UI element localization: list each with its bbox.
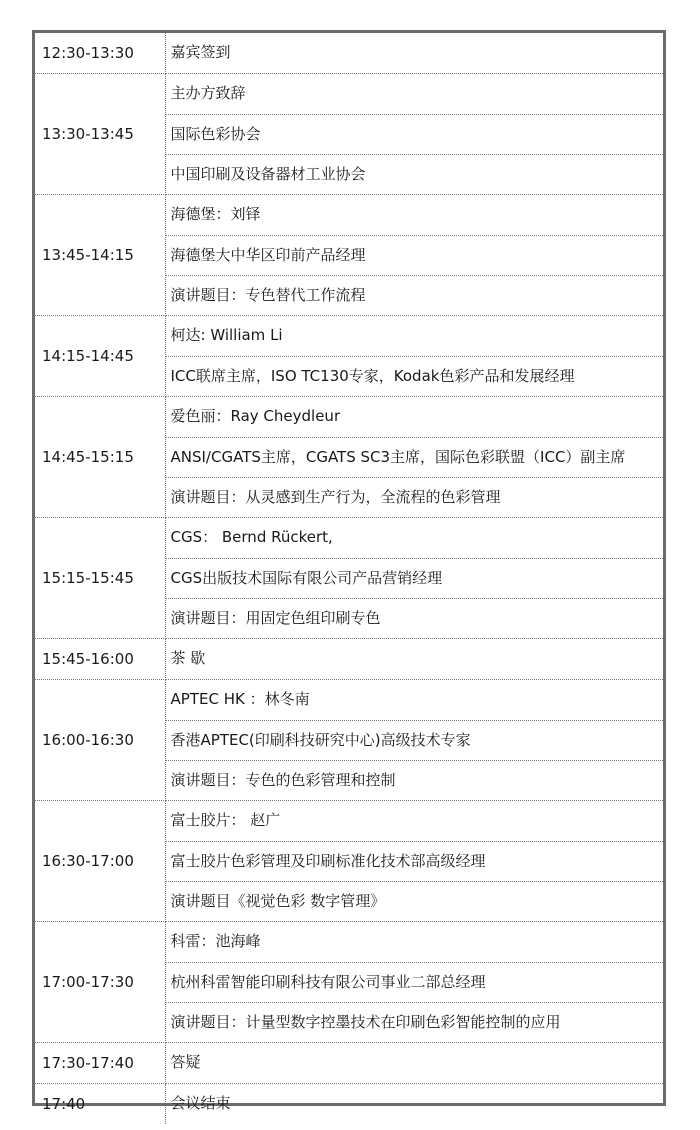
- agenda-table: [35, 33, 663, 1124]
- session-detail-line: 会议结束: [170, 1094, 231, 1112]
- session-detail-line: 演讲题目：计量型数字控墨技术在印刷色彩智能控制的应用: [166, 1002, 664, 1042]
- agenda-row: [35, 922, 663, 1043]
- agenda-body: [35, 33, 663, 1124]
- session-time: 13:30-13:45: [35, 74, 165, 195]
- session-detail-line: 主办方致辞: [170, 84, 246, 102]
- session-details: [165, 680, 663, 801]
- agenda-row: [35, 639, 663, 680]
- session-detail-line: 答疑: [170, 1053, 201, 1071]
- session-time: 16:30-17:00: [35, 801, 165, 922]
- agenda-row: [35, 316, 663, 397]
- session-time: 17:40: [35, 1084, 165, 1125]
- session-detail-line: 嘉宾签到: [170, 43, 231, 61]
- session-time: 15:15-15:45: [35, 518, 165, 639]
- session-detail-line: 科雷：池海峰: [170, 932, 261, 950]
- session-details: [165, 1043, 663, 1084]
- session-detail-line: CGS： Bernd Rückert,: [170, 528, 333, 546]
- session-detail-line: 香港APTEC(印刷科技研究中心)高级技术专家: [166, 720, 664, 760]
- session-details: [165, 74, 663, 195]
- session-detail-line: 演讲题目：专色替代工作流程: [166, 275, 664, 315]
- session-detail-line: 爱色丽：Ray Cheydleur: [170, 407, 341, 425]
- session-details: [165, 518, 663, 639]
- session-detail-line: 海德堡大中华区印前产品经理: [166, 235, 664, 275]
- session-detail-line: 国际色彩协会: [166, 114, 664, 154]
- session-detail-line: ANSI/CGATS主席，CGATS SC3主席，国际色彩联盟（ICC）副主席: [166, 437, 664, 477]
- session-time: 12:30-13:30: [35, 33, 165, 74]
- session-detail-line: 富士胶片色彩管理及印刷标准化技术部高级经理: [166, 841, 664, 881]
- session-detail-line: 演讲题目：从灵感到生产行为，全流程的色彩管理: [166, 477, 664, 517]
- session-detail-line: ICC联席主席，ISO TC130专家，Kodak色彩产品和发展经理: [166, 356, 664, 396]
- agenda-row: [35, 397, 663, 518]
- session-detail-line: 演讲题目：专色的色彩管理和控制: [166, 760, 664, 800]
- agenda-row: [35, 801, 663, 922]
- session-details: [165, 33, 663, 74]
- session-details: [165, 1084, 663, 1125]
- session-time: 17:00-17:30: [35, 922, 165, 1043]
- session-time: 14:15-14:45: [35, 316, 165, 397]
- session-time: 17:30-17:40: [35, 1043, 165, 1084]
- session-detail-line: 柯达: William Li: [170, 326, 283, 344]
- agenda-row: [35, 33, 663, 74]
- agenda-row: [35, 680, 663, 801]
- session-detail-line: 茶 歇: [170, 649, 206, 667]
- agenda-row: [35, 518, 663, 639]
- session-details: [165, 195, 663, 316]
- session-detail-line: 演讲题目《视觉色彩 数字管理》: [166, 881, 664, 921]
- agenda-frame: [32, 30, 666, 1113]
- session-time: 14:45-15:15: [35, 397, 165, 518]
- agenda-row: [35, 195, 663, 316]
- session-detail-line: CGS出版技术国际有限公司产品营销经理: [166, 558, 664, 598]
- session-time: 15:45-16:00: [35, 639, 165, 680]
- session-detail-line: APTEC HK ：林冬南: [170, 690, 310, 708]
- session-time: 16:00-16:30: [35, 680, 165, 801]
- session-details: [165, 397, 663, 518]
- session-detail-line: 中国印刷及设备器材工业协会: [166, 154, 664, 194]
- session-detail-line: 富士胶片： 赵广: [170, 811, 281, 829]
- session-details: [165, 922, 663, 1043]
- agenda-row: [35, 74, 663, 195]
- agenda-row: [35, 1084, 663, 1125]
- agenda-row: [35, 1043, 663, 1084]
- session-details: [165, 801, 663, 922]
- session-detail-line: 杭州科雷智能印刷科技有限公司事业二部总经理: [166, 962, 664, 1002]
- session-time: 13:45-14:15: [35, 195, 165, 316]
- session-detail-line: 演讲题目：用固定色组印刷专色: [166, 598, 664, 638]
- session-detail-line: 海德堡：刘铎: [170, 205, 261, 223]
- session-details: [165, 316, 663, 397]
- session-details: [165, 639, 663, 680]
